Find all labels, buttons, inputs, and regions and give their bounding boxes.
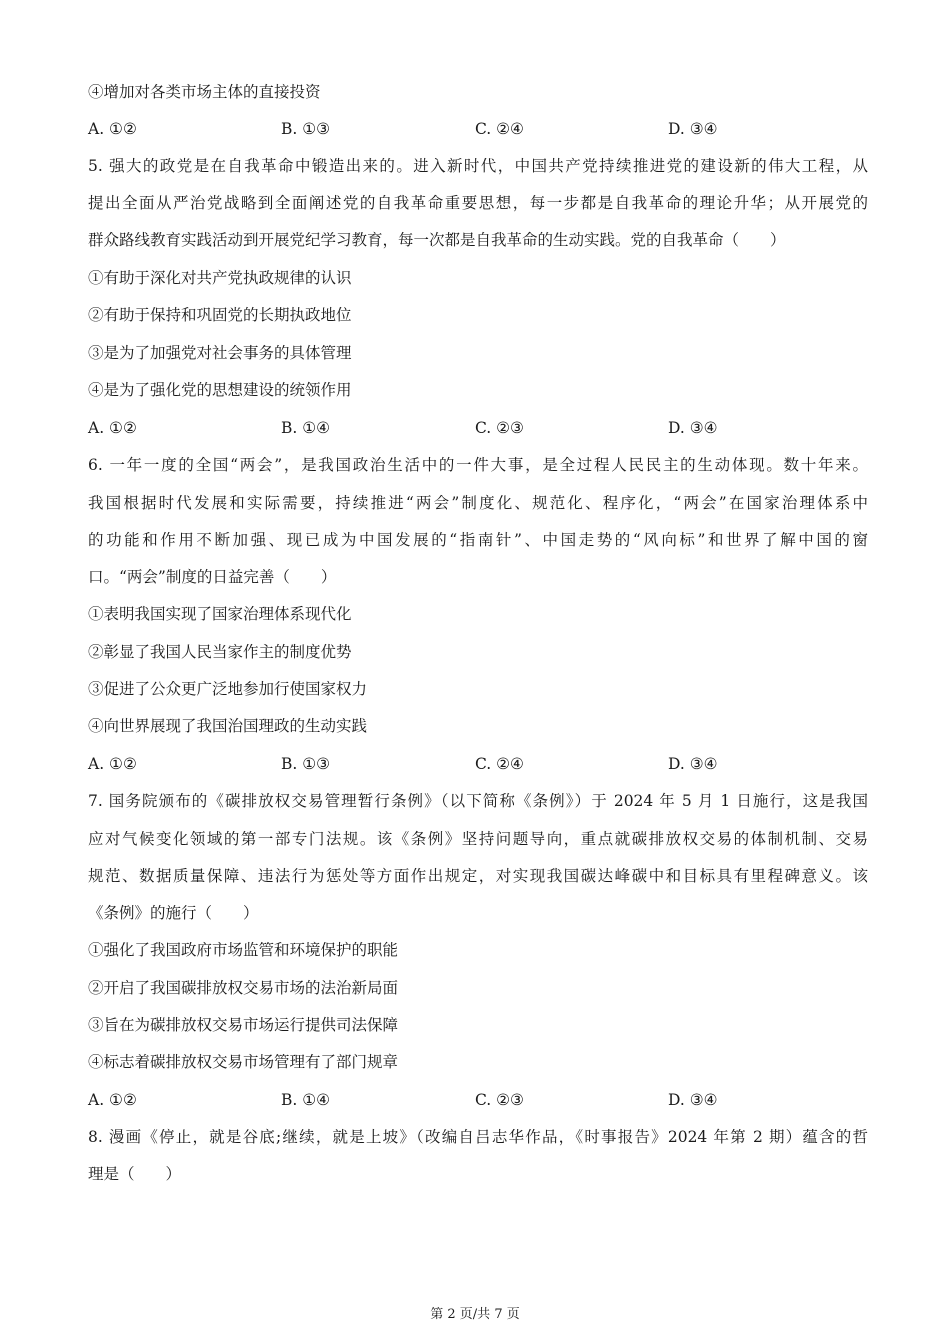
- q7-stem-line-2: 应对气候变化领域的第一部专门法规。该《条例》坚持问题导向，重点就碳排放权交易的体制机制、交易: [88, 830, 868, 848]
- q7-stem-line-3: 规范、数据质量保障、违法行为惩处等方面作出规定，对实现我国碳达峰碳中和目标具有里程碑意义。该: [88, 867, 868, 885]
- q7-option-2: ②开启了我国碳排放权交易市场的法治新局面: [88, 979, 399, 997]
- q8-stem-line-2: 理是（ ）: [88, 1165, 182, 1183]
- q5-answer-choices: [88, 418, 868, 438]
- q6-stem-line-2: 我国根据时代发展和实际需要，持续推进“两会”制度化、规范化、程序化，“两会”在国家治理体系中: [88, 494, 868, 512]
- q6-option-3: ③促进了公众更广泛地参加行使国家权力: [88, 680, 368, 698]
- q5-stem-line-2: 提出全面从严治党战略到全面阐述党的自我革命重要思想，每一步都是自我革命的理论升华；从开展党的: [88, 194, 868, 212]
- q6-stem-line-3: 的功能和作用不断加强、现已成为中国发展的“指南针”、中国走势的“风向标”和世界了解中国的窗: [88, 531, 868, 549]
- q4-option-4: ④增加对各类市场主体的直接投资: [88, 83, 321, 101]
- q7-stem-line-4: 《条例》的施行（ ）: [88, 904, 259, 922]
- q6-option-1: ①表明我国实现了国家治理体系现代化: [88, 605, 352, 623]
- q7-stem-line-1: 7. 国务院颁布的《碳排放权交易管理暂行条例》（以下简称《条例》）于 2024 年 5 月 1 日施行，这是我国: [88, 792, 868, 810]
- q6-option-4: ④向世界展现了我国治国理政的生动实践: [88, 717, 368, 735]
- q8-stem-line-1: 8. 漫画《停止，就是谷底;继续，就是上坡》（改编自吕志华作品，《时事报告》2024 年第 2 期）蕴含的哲: [88, 1128, 868, 1146]
- choice-d: D. ③④: [668, 1091, 718, 1109]
- q7-answer-choices: [88, 1090, 868, 1110]
- q6-stem-line-1: 6. 一年一度的全国“两会”，是我国政治生活中的一件大事，是全过程人民民主的生动体现。数十年来。: [88, 456, 868, 474]
- choice-c: C. ②③: [475, 1091, 524, 1109]
- q6-answer-choices: [88, 754, 868, 774]
- q5-option-4: ④是为了强化党的思想建设的统领作用: [88, 381, 352, 399]
- choice-d: D. ③④: [668, 755, 718, 773]
- q5-option-3: ③是为了加强党对社会事务的具体管理: [88, 344, 352, 362]
- q7-option-3: ③旨在为碳排放权交易市场运行提供司法保障: [88, 1016, 399, 1034]
- choice-b: B. ①③: [281, 755, 331, 773]
- q5-option-2: ②有助于保持和巩固党的长期执政地位: [88, 306, 352, 324]
- choice-c: C. ②④: [475, 120, 524, 138]
- q5-option-1: ①有助于深化对共产党执政规律的认识: [88, 269, 352, 287]
- q5-stem-line-3: 群众路线教育实践活动到开展党纪学习教育，每一次都是自我革命的生动实践。党的自我革命（ ）: [88, 231, 786, 249]
- choice-c: C. ②③: [475, 419, 524, 437]
- choice-a: A. ①②: [88, 120, 137, 138]
- choice-a: A. ①②: [88, 755, 137, 773]
- choice-b: B. ①③: [281, 120, 331, 138]
- q5-stem-line-1: 5. 强大的政党是在自我革命中锻造出来的。进入新时代，中国共产党持续推进党的建设新的伟大工程，从: [88, 157, 868, 175]
- choice-d: D. ③④: [668, 419, 718, 437]
- q7-option-1: ①强化了我国政府市场监管和环境保护的职能: [88, 941, 399, 959]
- choice-b: B. ①④: [281, 419, 331, 437]
- choice-a: A. ①②: [88, 419, 137, 437]
- choice-b: B. ①④: [281, 1091, 331, 1109]
- q4-answer-choices: [88, 119, 868, 139]
- choice-d: D. ③④: [668, 120, 718, 138]
- q6-option-2: ②彰显了我国人民当家作主的制度优势: [88, 643, 352, 661]
- choice-c: C. ②④: [475, 755, 524, 773]
- q7-option-4: ④标志着碳排放权交易市场管理有了部门规章: [88, 1053, 399, 1071]
- choice-a: A. ①②: [88, 1091, 137, 1109]
- q6-stem-line-4: 口。“两会”制度的日益完善（ ）: [88, 568, 337, 586]
- page-footer: 第 2 页/共 7 页: [430, 1307, 520, 1322]
